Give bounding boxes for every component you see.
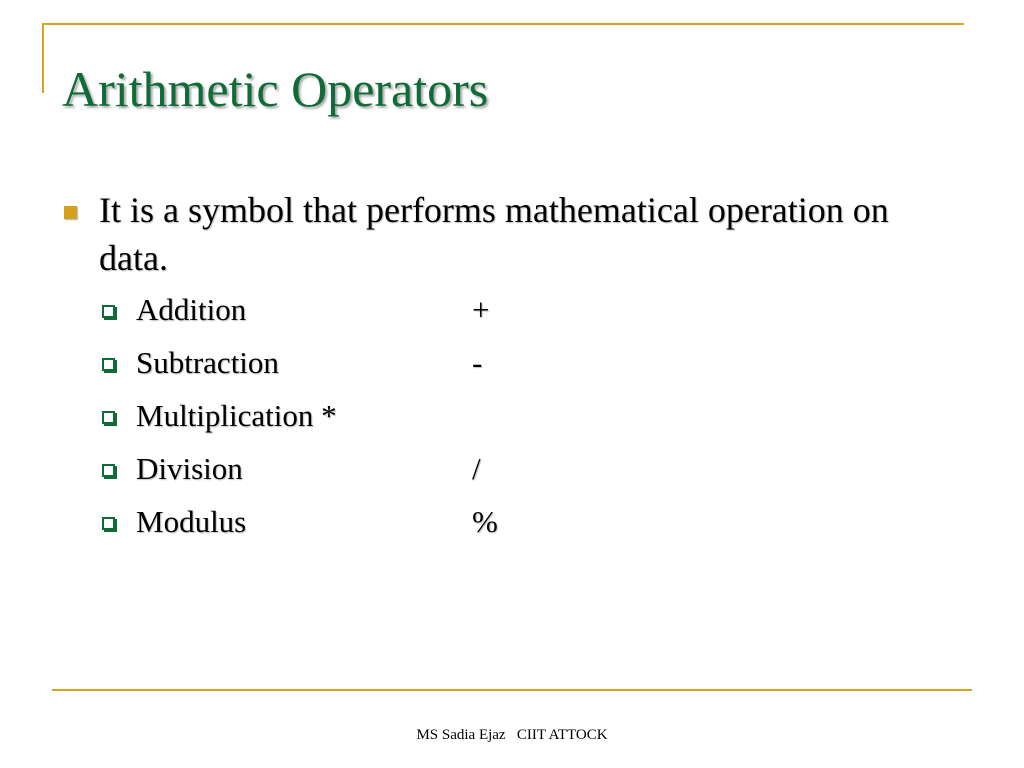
operator-name: Subtraction [136,345,279,380]
hollow-square-bullet-icon [102,358,115,371]
footer-divider [52,689,972,691]
operator-name: Division [136,451,243,486]
list-item [102,396,962,449]
list-item [102,502,962,555]
operator-symbol: / [472,451,481,486]
hollow-square-bullet-icon [102,464,115,477]
main-bullet-text: It is a symbol that performs mathematical operation on data. [99,190,889,278]
operator-list [62,290,962,555]
slide-title: Arithmetic Operators [62,61,489,117]
list-item [102,343,962,396]
list-item [102,290,962,343]
hollow-square-bullet-icon [102,411,115,424]
left-frame-line [42,23,44,93]
operator-name-with-symbol [136,396,337,436]
operator-symbol: % [472,504,498,539]
operator-symbol: - [472,345,483,380]
slide-footer: MS Sadia Ejaz CIIT ATTOCK [416,727,608,743]
operator-symbol: * [321,398,337,433]
operator-name: Multiplication [136,398,314,433]
operator-symbol: + [472,292,490,327]
main-bullet [62,186,962,282]
list-item [102,449,962,502]
slide-content [62,186,962,555]
square-bullet-icon [64,206,77,219]
operator-name: Modulus [136,504,247,539]
top-frame-line [42,23,964,25]
hollow-square-bullet-icon [102,517,115,530]
operator-name: Addition [136,292,247,327]
hollow-square-bullet-icon [102,305,115,318]
